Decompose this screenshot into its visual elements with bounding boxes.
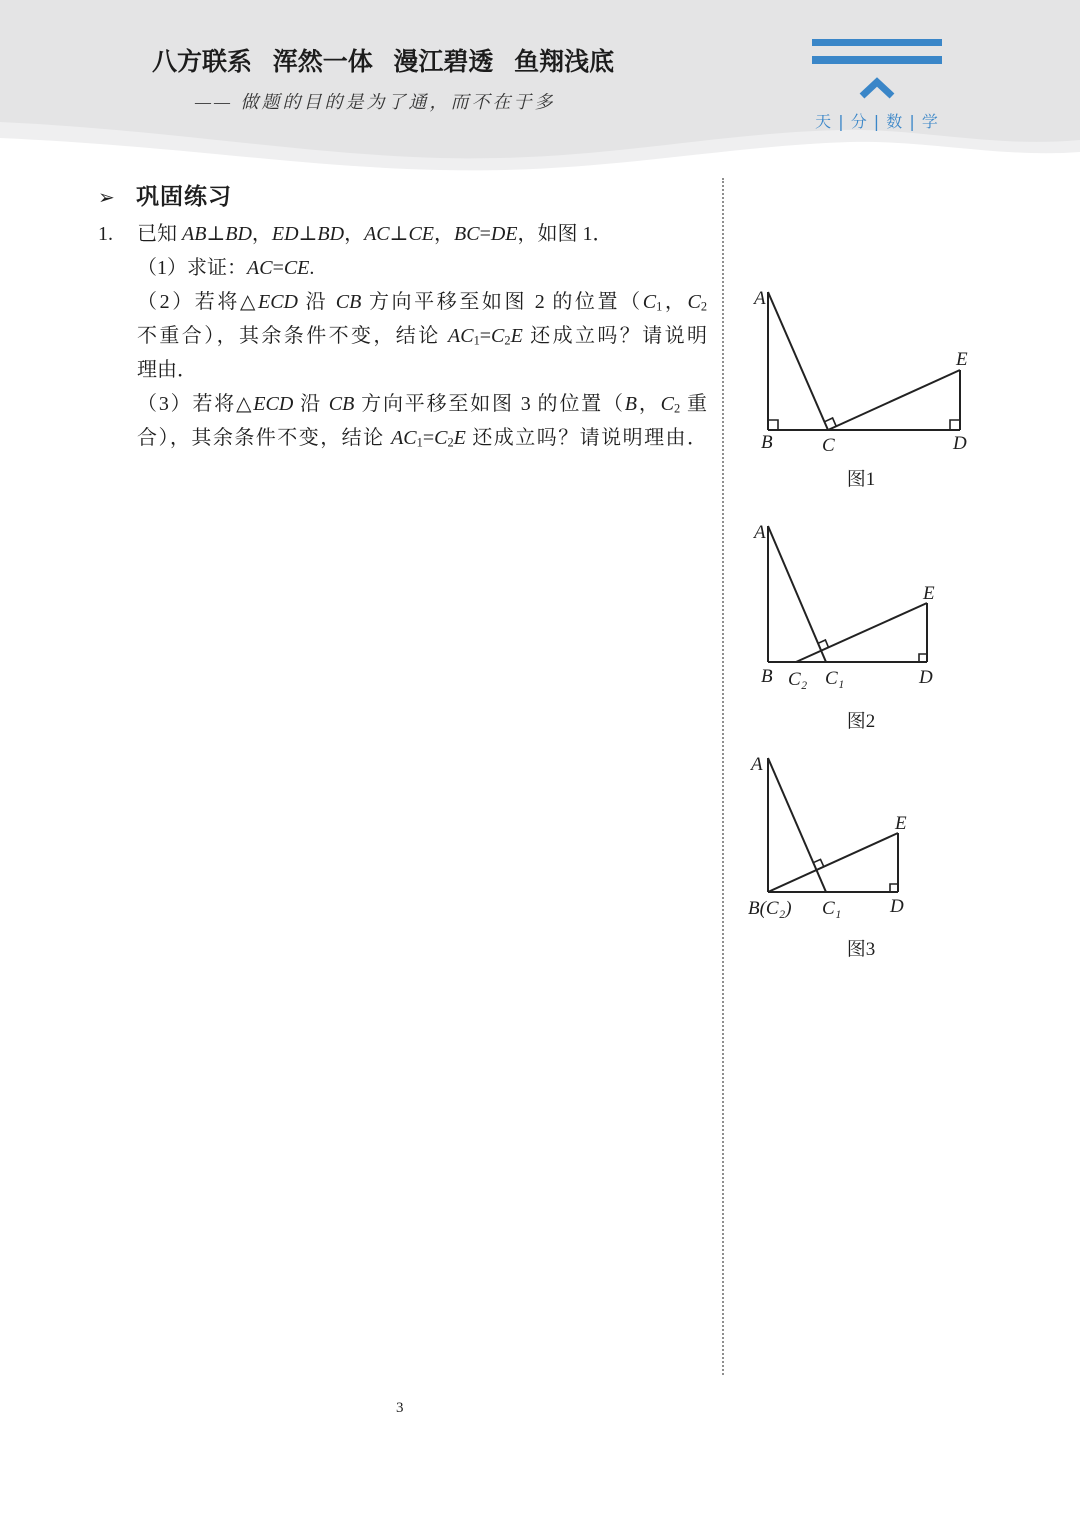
text-run: ⊥ [389,223,409,245]
question-line [137,251,707,285]
math-symbol: AC [448,325,474,347]
question-line [137,353,707,387]
figure-2 [752,522,935,732]
fig3-segment-be [768,833,898,892]
math-subscript: 1 [656,299,663,314]
question-line [137,285,707,319]
fig2-caption: 图2 [846,711,876,732]
fig3-right-angle-d [890,884,898,892]
math-symbol: ED [271,223,299,245]
fig1-label-e: E [956,349,968,370]
question-line [137,421,707,455]
section-title: 巩固练习 [136,184,232,210]
math-subscript: 1 [473,333,480,348]
fig1-label-c: C [822,435,835,456]
text-run: 重 [680,393,708,415]
figure-1 [752,288,968,490]
fig2-label-e: E [923,583,935,604]
text-run: ⊥ [298,223,318,245]
fig2-label-c1: C₁ [825,668,845,689]
text-run: ， [434,223,455,245]
math-subscript: 2 [674,401,681,416]
fig1-segment-ac [768,292,828,430]
fig3-label-e: E [895,813,907,834]
text-run: （2）若将△ [137,291,258,313]
fig1-label-b: B [761,432,773,453]
fig3-label-b-c2: B(C₂) [748,898,792,919]
text-run: 还成立吗？请说明理由． [465,427,708,449]
fig3-label-c1: C₁ [822,898,842,919]
text-run: 合），其余条件不变，结论 [137,427,392,449]
math-symbol: CB [328,393,355,415]
text-run: = [479,223,491,245]
text-run: = [272,257,284,279]
question-number: 1. [98,223,113,245]
math-symbol: AC [364,223,390,245]
text-run: （3）若将△ [137,393,254,415]
math-symbol: ECD [253,393,294,415]
fig1-segment-ce [828,370,960,430]
fig2-right-angle-d [919,654,927,662]
logo-bar-bottom [812,56,942,64]
question-line [137,387,707,421]
text-run: 不重合），其余条件不变，结论 [137,325,448,347]
math-symbol: C [491,325,505,347]
section-arrow-icon: ➢ [98,185,115,209]
text-run: 沿 [297,291,336,313]
logo-bar-top [812,39,942,46]
fig3-caption: 图3 [846,939,876,960]
column-divider [722,178,724,1375]
math-symbol: C [660,393,674,415]
math-subscript: 2 [504,333,511,348]
text-run: ，如图 1． [517,223,613,245]
text-run: = [422,427,435,449]
text-run: 理由． [137,359,197,381]
fig2-segment-c2e [796,603,927,662]
fig3-segment-ac1 [768,758,826,892]
question-line [137,319,707,353]
math-symbol: CB [335,291,362,313]
fig2-label-a: A [754,522,766,543]
math-symbol: C [642,291,657,313]
text-run: 方向平移至如图 2 的位置（ [361,291,643,313]
chevron-up-icon [858,76,898,100]
math-symbol: C [434,427,448,449]
fig1-right-angle-d [950,420,960,430]
page-number: 3 [396,1400,404,1416]
text-run: ， [662,291,688,313]
math-symbol: E [510,325,523,347]
math-symbol: E [453,427,466,449]
figure-3 [748,754,907,960]
logo-text: 天 | 分 | 数 | 学 [815,112,939,131]
math-symbol: AB [182,223,207,245]
fig1-label-d: D [953,433,967,454]
fig2-label-b: B [761,666,773,687]
fig1-label-a: A [754,288,766,309]
math-symbol: CE [408,223,435,245]
text-run: ， [637,393,661,415]
text-run: 方向平移至如图 3 的位置（ [354,393,625,415]
math-symbol: AC [247,257,273,279]
math-symbol: BD [225,223,252,245]
figures-panel [730,280,1000,980]
text-run: 已知 [137,223,182,245]
question-line [137,217,707,251]
text-run: ， [251,223,272,245]
header-subtitle: —— 做题的目的是为了通，而不在于多 [195,92,556,112]
math-subscript: 2 [700,299,708,314]
text-run: ⊥ [206,223,226,245]
math-symbol: BC [454,223,480,245]
math-symbol: BD [317,223,345,245]
header-title: 八方联系 浑然一体 漫江碧透 鱼翔浅底 [152,47,615,76]
text-run: （1）求证： [137,257,247,279]
text-run: ， [344,223,365,245]
fig3-label-d: D [890,896,904,917]
math-subscript: 1 [416,435,423,450]
text-run: = [479,325,492,347]
fig2-segment-ac1 [768,526,826,662]
fig3-label-a: A [751,754,763,775]
math-symbol: DE [490,223,518,245]
fig1-right-angle-b [768,420,778,430]
math-symbol: CE [283,257,310,279]
text-run: 还成立吗？请说明 [522,325,708,347]
math-subscript: 2 [447,435,454,450]
math-symbol: ECD [257,291,298,313]
math-symbol: B [624,393,638,415]
math-symbol: AC [391,427,417,449]
text-run: 沿 [293,393,329,415]
text-run: . [309,257,315,279]
math-symbol: C [687,291,701,313]
fig2-label-c2: C₂ [788,669,808,690]
fig1-caption: 图1 [846,469,876,490]
fig2-label-d: D [919,667,933,688]
